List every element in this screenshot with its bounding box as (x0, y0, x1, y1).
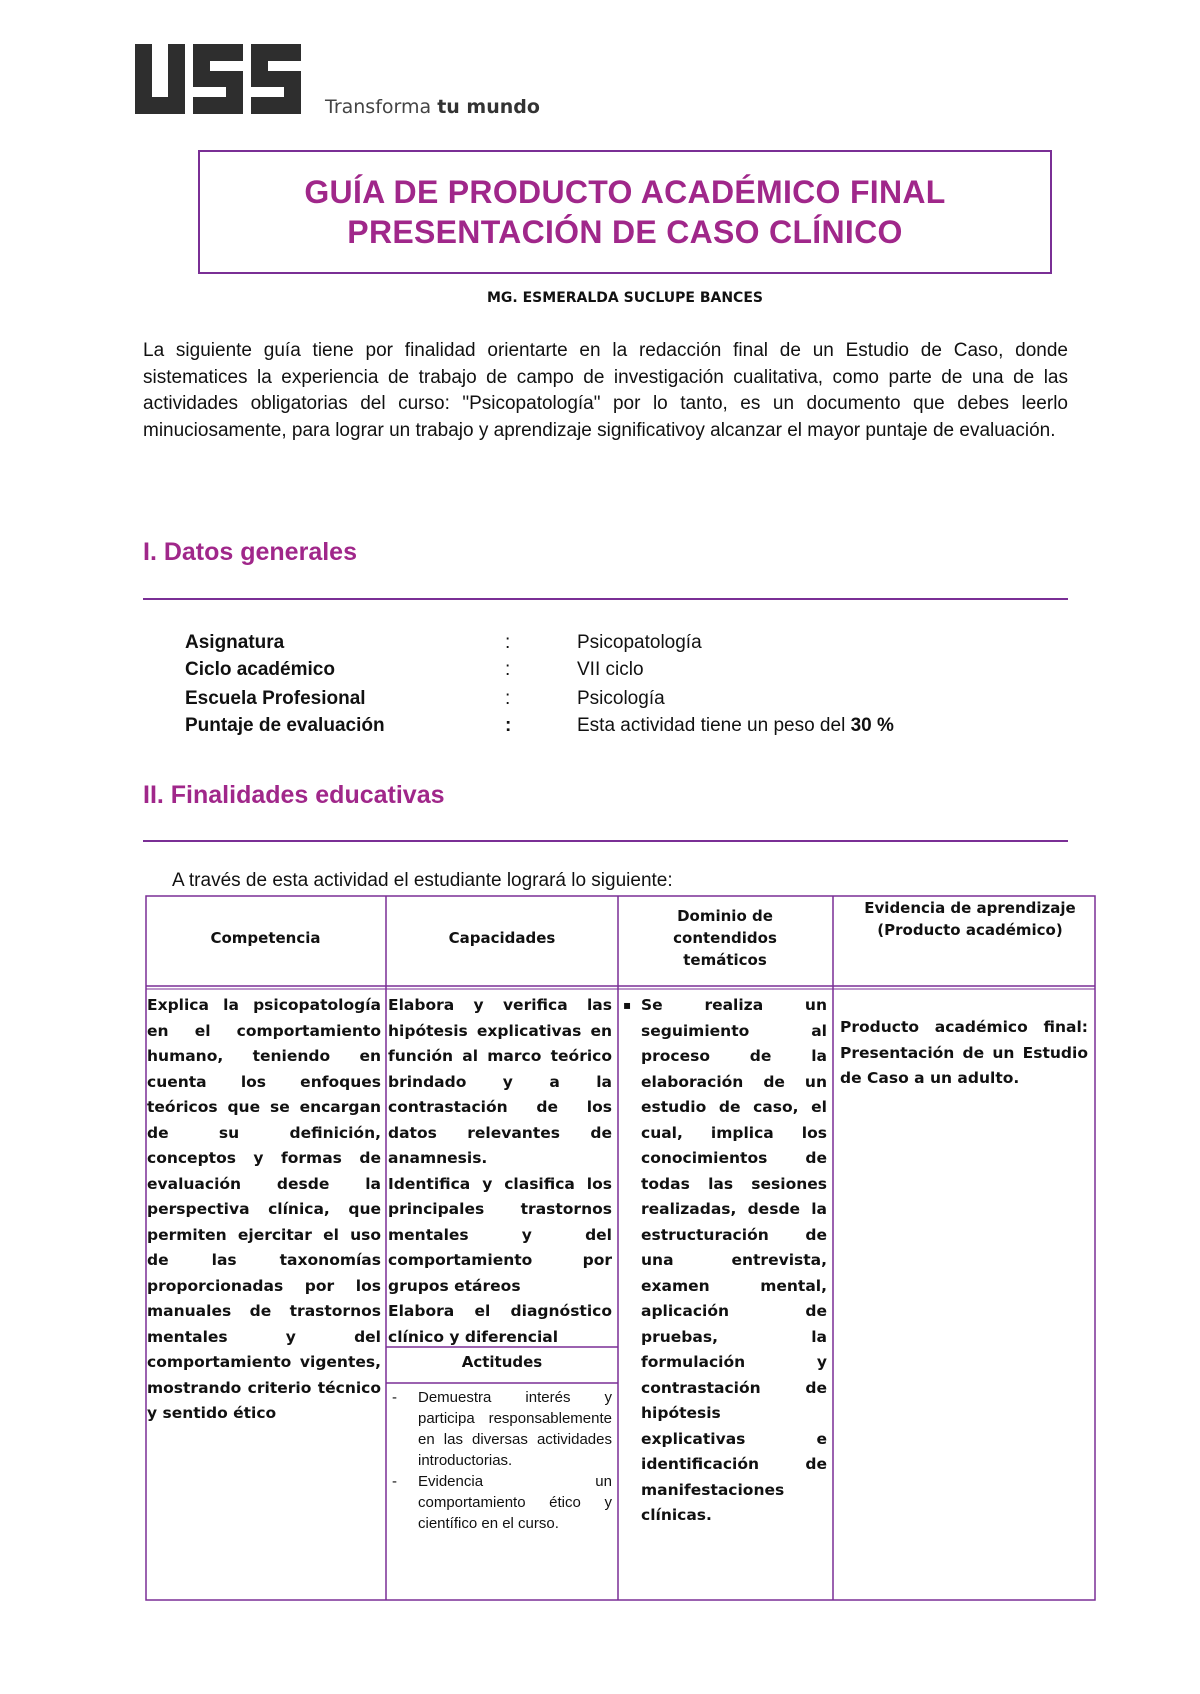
uss-logo (135, 44, 540, 124)
actitudes-list (390, 1387, 612, 1534)
header-dominio: Dominio de contendidos temáticos (673, 907, 777, 969)
finalidades-intro: A través de esta actividad el estudiante logrará lo siguiente: (172, 870, 673, 891)
section-datos-generales-title: I. Datos generales (143, 538, 357, 566)
datos-value-escuela: Psicología (577, 688, 665, 709)
dominio-bullet: ▪ (623, 998, 632, 1012)
capacidad-item: Elabora y verifica las hipótesis explicativas en función al marco teórico brindado y a la contrastación de los datos relevantes de anamnesis. (388, 996, 612, 1167)
header-actitudes: Actitudes (461, 1353, 543, 1371)
uss-tagline: Transforma tu mundo (325, 96, 540, 118)
dominio-text: Se realiza un seguimiento al proceso de la elaboración de un estudio de caso, el cual, implica los conocimientos de todas las sesiones realizadas, desde la estructuración de una entrevista, examen mental, aplicación de pruebas, la formulación y contrastación de hipótesis explicativas e identificación de manifestaciones clínicas. (641, 996, 827, 1524)
datos-label-puntaje: Puntaje de evaluación (185, 715, 385, 736)
datos-value-ciclo: VII ciclo (577, 659, 644, 680)
datos-colon: : (505, 688, 511, 709)
header-capacidades: Capacidades (448, 929, 556, 947)
section-divider (143, 840, 1068, 842)
datos-label-escuela: Escuela Profesional (185, 688, 366, 709)
header-evidencia: Evidencia de aprendizaje (Producto académico) (864, 899, 1076, 939)
actitud-item: - Demuestra interés y participa responsablemente en las diversas actividades introductorias. (392, 1389, 612, 1469)
capacidad-item: Elabora el diagnóstico clínico y diferencial (388, 1302, 612, 1346)
datos-value-puntaje: Esta actividad tiene un peso del 30 % (577, 715, 894, 736)
actitud-item: - Evidencia un comportamiento ético y científico en el curso. (392, 1473, 612, 1532)
capacidad-item: Identifica y clasifica los principales trastornos mentales y del comportamiento por grupos etáreos (388, 1174, 612, 1295)
uss-logo-mark (135, 44, 315, 114)
header-competencia: Competencia (210, 929, 321, 947)
capacidades-list (388, 993, 612, 1350)
datos-colon: : (505, 715, 512, 736)
competencia-text: Explica la psicopatología en el comportamiento humano, teniendo en cuenta los enfoques teóricos que se encargan de su definición, conceptos y formas de evaluación desde la perspectiva clínica, que permiten ejercitar el uso de las taxonomías proporcionadas por los manuales de trastornos mentales y del comportamiento vigentes, mostrando criterio técnico y sentido ético (147, 996, 381, 1422)
finalidades-table (145, 895, 1096, 1601)
section-finalidades-title: II. Finalidades educativas (143, 781, 445, 809)
section-divider (143, 598, 1068, 600)
datos-label-ciclo: Ciclo académico (185, 659, 335, 680)
datos-value-asignatura: Psicopatología (577, 632, 702, 653)
intro-paragraph: La siguiente guía tiene por finalidad orientarte en la redacción final de un Estudio de Caso, donde sistematices la experiencia de trabajo de campo de investigación cualitativa, como parte de una de las actividades obligatorias del curso: "Psicopatología" por lo tanto, es un documento que debes leerlo minuciosamente, para lograr un trabajo y aprendizaje significativoy alcanzar el mayor puntaje de evaluación. (143, 340, 1068, 441)
author-name: MG. ESMERALDA SUCLUPE BANCES (487, 290, 763, 306)
datos-colon: : (505, 632, 511, 653)
evidencia-text: Producto académico final: Presentación de un Estudio de Caso a un adulto. (840, 1018, 1088, 1087)
title-line-1: GUÍA DE PRODUCTO ACADÉMICO FINAL (304, 174, 946, 210)
datos-colon: : (505, 659, 511, 680)
datos-label-asignatura: Asignatura (185, 632, 285, 653)
title-line-2: PRESENTACIÓN DE CASO CLÍNICO (347, 214, 903, 250)
title-box (198, 150, 1052, 274)
